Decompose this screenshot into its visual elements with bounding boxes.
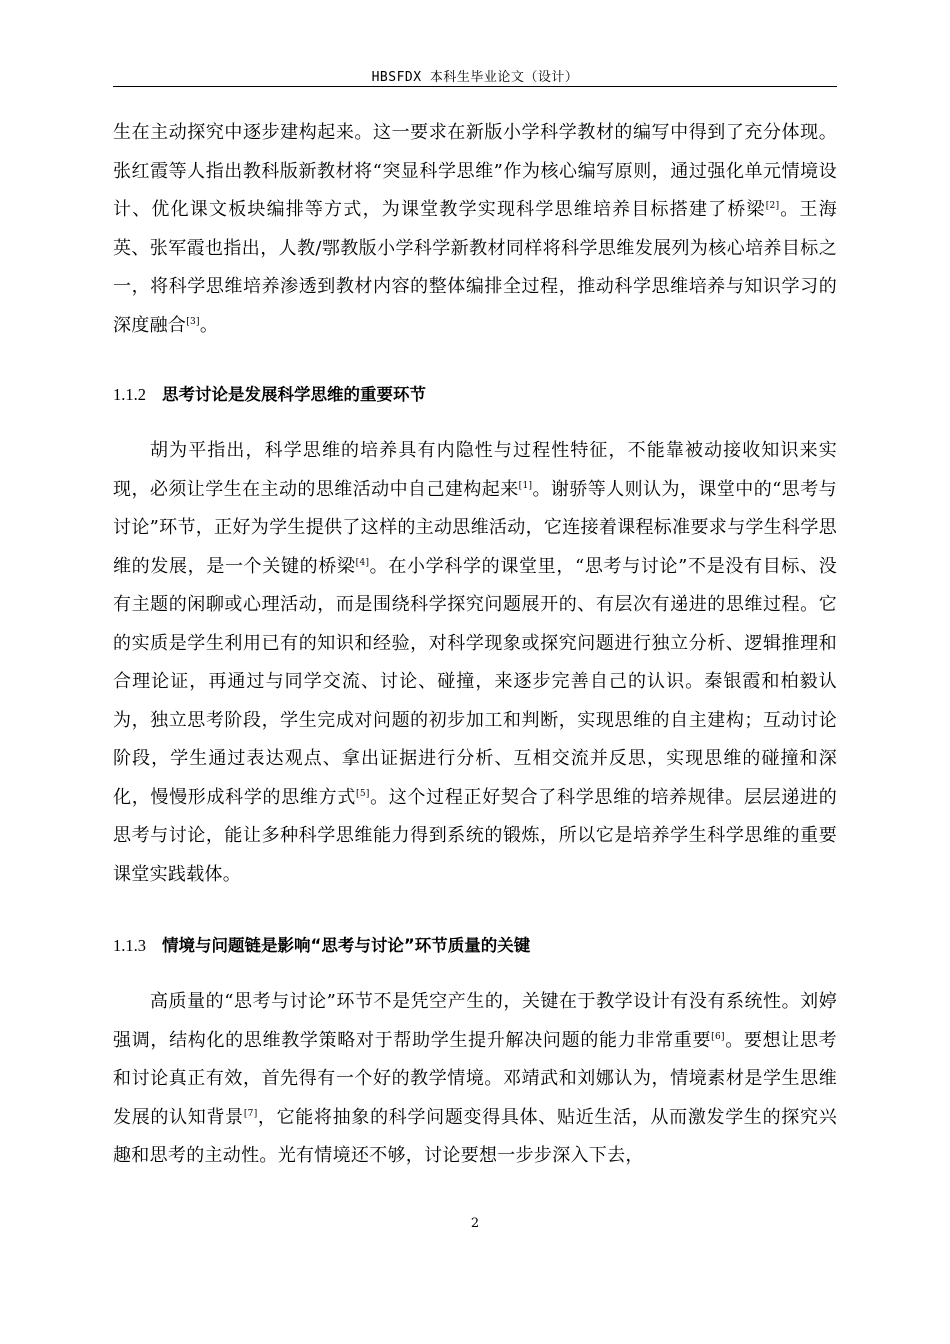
page-header: HBSFDX 本科生毕业论文（设计） xyxy=(371,70,579,85)
paragraph-1 xyxy=(113,114,837,345)
text-run: 高质量的“思考与讨论”环节不是凭空产生的，关键在于教学设计有没有系统性。刘婷强调，结构化的思维教学策略对于帮助学生提升解决问题的能力非常重要 xyxy=(113,991,837,1051)
page-number: 2 xyxy=(470,1216,480,1231)
text-run: 。王海英、张军霞也指出，人教/鄂教版小学科学新教材同样将科学思维发展列为核心培养目标之一，将科学思维培养渗透到教材内容的整体编排全过程，推动科学思维培养与知识学习的深度融合 xyxy=(113,199,838,336)
text-run: ，它能将抽象的科学问题变得具体、贴近生活，从而激发学生的探究兴趣和思考的主动性。光有情境还不够，讨论要想一步步深入下去， xyxy=(113,1106,837,1166)
section-title: 思考讨论是发展科学思维的重要环节 xyxy=(162,385,426,404)
text-run: 。要想让思考和讨论真正有效，首先得有一个好的教学情境。邓靖武和刘娜认为，情境素材是学生思维发展的认知背景 xyxy=(113,1029,837,1128)
section-number: 1.1.3 xyxy=(113,936,146,955)
text-run: 。这个过程正好契合了科学思维的培养规律。层层递进的思考与讨论，能让多种科学思维能力得到系统的锻炼，所以它是培养学生科学思维的重要课堂实践载体。 xyxy=(113,786,837,885)
citation: [2] xyxy=(765,201,780,211)
section-heading-1-1-3 xyxy=(113,932,837,960)
paragraph-3 xyxy=(113,983,837,1176)
citation: [4] xyxy=(355,557,370,568)
citation: [6] xyxy=(711,1031,725,1042)
header-rule xyxy=(113,86,837,87)
citation: [1] xyxy=(518,480,533,491)
citation: [5] xyxy=(356,788,370,799)
section-number: 1.1.2 xyxy=(113,385,146,404)
citation: [7] xyxy=(243,1108,258,1119)
section-title: 情境与问题链是影响“思考与讨论”环节质量的关键 xyxy=(162,936,531,955)
text-run: 。 xyxy=(199,314,219,336)
text-run: 。谢骄等人则认为，课堂中的“思考与讨论”环节，正好为学生提供了这样的主动思维活动，它连接着课程标准要求与学生科学思维的发展，是一个关键的桥梁 xyxy=(113,478,837,577)
paragraph-2 xyxy=(113,432,837,894)
text-run: 胡为平指出，科学思维的培养具有内隐性与过程性特征，不能靠被动接收知识来实现，必须让学生在主动的思维活动中自己建构起来 xyxy=(113,440,837,500)
section-heading-1-1-2 xyxy=(113,381,837,409)
citation: [3] xyxy=(186,316,200,327)
text-run: 。在小学科学的课堂里，“思考与讨论”不是没有目标、没有主题的闲聊或心理活动，而是围绕科学探究问题展开的、有层次有递进的思维过程。它的实质是学生利用已有的知识和经验，对科学现象或探究问题进行独立分析、逻辑推理和合理论证，再通过与同学交流、讨论、碰撞，来逐步完善自己的认识。秦银霞和柏毅认为，独立思考阶段，学生完成对问题的初步加工和判断，实现思维的自主建构；互动讨论阶段，学生通过表达观点、拿出证据进行分析、互相交流并反思，实现思维的碰撞和深化，慢慢形成科学的思维方式 xyxy=(113,555,838,808)
text-run: 生在主动探究中逐步建构起来。这一要求在新版小学科学教材的编写中得到了充分体现。张红霞等人指出教科版新教材将“突显科学思维”作为核心编写原则，通过强化单元情境设计、优化课文板块编排等方式，为课堂教学实现科学思维培养目标搭建了桥梁 xyxy=(113,122,837,220)
